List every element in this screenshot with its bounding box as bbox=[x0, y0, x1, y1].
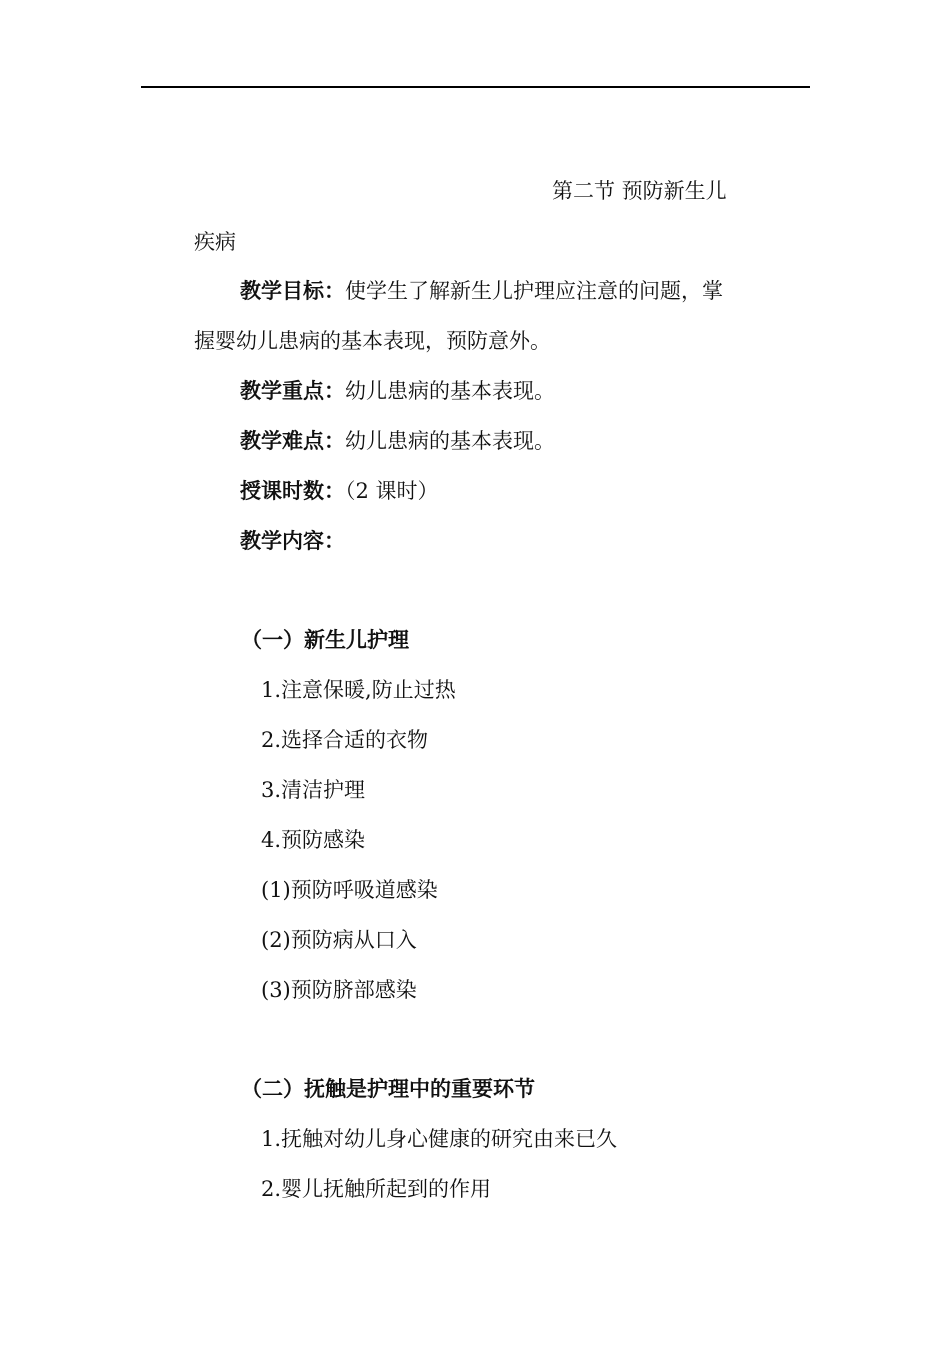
section1-subitem: (1)预防呼吸道感染 bbox=[261, 878, 438, 902]
class-hours bbox=[240, 478, 439, 504]
section1-item: 1.注意保暖,防止过热 bbox=[261, 678, 456, 702]
key-points-text: 幼儿患病的基本表现。 bbox=[345, 379, 555, 403]
class-hours-label: 授课时数： bbox=[240, 478, 345, 503]
key-points-label: 教学重点： bbox=[240, 378, 345, 403]
section1-item: 2.选择合适的衣物 bbox=[261, 728, 429, 752]
difficult-points-text: 幼儿患病的基本表现。 bbox=[345, 429, 555, 453]
class-hours-text: （2 课时） bbox=[345, 479, 439, 503]
objectives-text-1: 使学生了解新生儿护理应注意的问题，掌 bbox=[345, 279, 723, 303]
objectives-line2: 握婴幼儿患病的基本表现，预防意外。 bbox=[194, 329, 551, 353]
difficult-points bbox=[240, 428, 555, 454]
section1-item: 4.预防感染 bbox=[261, 828, 366, 852]
objectives-line1 bbox=[240, 278, 723, 304]
header-rule bbox=[141, 86, 810, 88]
content-label: 教学内容： bbox=[240, 528, 345, 553]
difficult-points-label: 教学难点： bbox=[240, 428, 345, 453]
section1-item: 3.清洁护理 bbox=[261, 778, 366, 802]
key-points bbox=[240, 378, 555, 404]
section-title-line2: 疾病 bbox=[194, 230, 236, 254]
section1-subitem: (2)预防病从口入 bbox=[261, 928, 417, 952]
section2-item: 1.抚触对幼儿身心健康的研究由来已久 bbox=[261, 1127, 618, 1151]
section1-heading: （一）新生儿护理 bbox=[241, 627, 409, 652]
section-title-line1: 第二节 预防新生儿 bbox=[552, 179, 727, 203]
section2-heading: （二）抚触是护理中的重要环节 bbox=[241, 1076, 535, 1101]
objectives-label: 教学目标： bbox=[240, 278, 345, 303]
section1-subitem: (3)预防脐部感染 bbox=[261, 978, 417, 1002]
section2-item: 2.婴儿抚触所起到的作用 bbox=[261, 1177, 492, 1201]
